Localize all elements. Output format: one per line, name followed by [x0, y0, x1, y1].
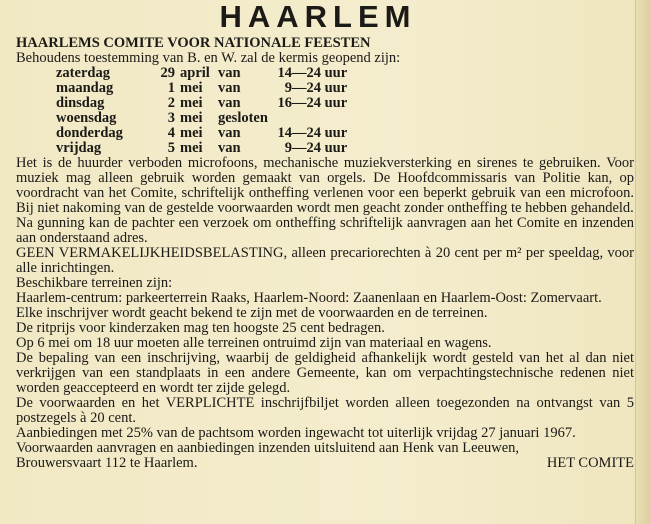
signature: HET COMITE [546, 455, 634, 471]
schedule-month: mei [180, 140, 203, 156]
schedule-to: —24 uur [291, 125, 348, 141]
schedule-day: zaterdag [56, 65, 110, 81]
schedule-to: —24 uur [291, 95, 348, 111]
schedule-month: mei [180, 110, 203, 126]
schedule-day: dinsdag [56, 95, 105, 111]
paragraph-bidder: Elke inschrijver wordt geacht bekend te zijn met de voorwaarden en de terreinen. [16, 305, 488, 321]
schedule-van: van [218, 80, 241, 96]
schedule-date: 1 [167, 80, 175, 96]
schedule-from: 16 [277, 95, 292, 111]
adjacent-column-edge [635, 0, 650, 524]
schedule-van: van [218, 95, 241, 111]
schedule-to [292, 111, 347, 126]
schedule-from: 14 [277, 65, 292, 81]
paragraph-bids: Aanbiedingen met 25% van de pachtsom worden ingewacht tot uiterlijk vrijdag 27 januari 1967. [16, 425, 576, 441]
paragraph-microphones: Het is de huurder verboden microfoons, mechanische muziekversterking en sirenes te gebruiken. Voor muziek mag alleen gebruik worden gemaakt van orgels. De Hoofdcommissaris van Politie kan, op voordracht van het Comite, schriftelijk ontheffing verlenen voor een beperkt gebruik van een microfoon. Bij niet nakoming van de gestelde voorwaarden wordt men geacht zonder ontheffing te hebben gehandeld. [16, 155, 634, 216]
paragraph-terrains: Haarlem-centrum: parkeerterrein Raaks, Haarlem-Noord: Zaanenlaan en Haarlem-Oost: Zomervaart. [16, 290, 602, 306]
schedule-date: 4 [167, 125, 175, 141]
schedule-to: —24 uur [291, 140, 348, 156]
signature-line [16, 456, 634, 471]
schedule-date: 5 [167, 140, 175, 156]
schedule-row [56, 96, 347, 111]
intro-text: Behoudens toestemming van B. en W. zal de kermis geopend zijn: [16, 50, 401, 66]
paragraph-ride-price: De ritprijs voor kinderzaken mag ten hoogste 25 cent bedragen. [16, 320, 385, 336]
schedule-day: maandag [56, 80, 114, 96]
paragraph-address: Voorwaarden aanvragen en aanbiedingen inzenden uitsluitend aan Henk van Leeuwen, [16, 440, 520, 456]
paragraph-clearance: Op 6 mei om 18 uur moeten alle terreinen ontruimd zijn van materiaal en wagens. [16, 335, 492, 351]
schedule-row [56, 81, 347, 96]
committee-heading: HAARLEMS COMITE VOOR NATIONALE FEESTEN [16, 35, 371, 51]
schedule-day: vrijdag [56, 140, 102, 156]
schedule-van: van [218, 65, 241, 81]
page-title: HAARLEM [219, 0, 417, 34]
schedule-day: donderdag [56, 125, 123, 141]
paragraph-tax: GEEN VERMAKELIJKHEIDSBELASTING, alleen precariorechten à 20 cent per m² per speeldag, voor alle inrichtingen. [16, 245, 634, 276]
schedule-from: 14 [277, 125, 292, 141]
paragraph-exemption: Na gunning kan de pachter een verzoek om ontheffing schriftelijk aanvragen aan het Comite en inzenden aan onderstaand adres. [16, 215, 634, 246]
schedule-month: april [180, 65, 210, 81]
schedule-row [56, 126, 347, 141]
schedule-to: —24 uur [291, 80, 348, 96]
schedule-row [56, 141, 347, 156]
schedule-month: mei [180, 95, 203, 111]
schedule-date: 29 [160, 65, 175, 81]
paragraph-forms: De voorwaarden en het VERPLICHTE inschrijfbiljet worden alleen toegezonden na ontvangst van 5 postzegels à 20 cent. [16, 395, 634, 426]
schedule-van: gesloten [218, 110, 268, 126]
paragraph-conditions: De bepaling van een inschrijving, waarbij de geldigheid afhankelijk wordt gesteld van het al dan niet verkrijgen van een standplaats in een andere Gemeente, kan om verpachtingstechnische redenen niet worden geaccepteerd en wordt ter zijde gelegd. [16, 350, 634, 396]
opening-schedule [56, 66, 347, 156]
schedule-from: 9 [284, 140, 292, 156]
address-street: Brouwersvaart 112 te Haarlem. [16, 455, 198, 471]
schedule-row [56, 111, 347, 126]
schedule-van: van [218, 140, 241, 156]
schedule-from [268, 111, 292, 126]
schedule-date: 3 [167, 110, 175, 126]
schedule-month: mei [180, 125, 203, 141]
schedule-month: mei [180, 80, 203, 96]
schedule-to: —24 uur [291, 65, 348, 81]
schedule-date: 2 [167, 95, 175, 111]
schedule-row [56, 66, 347, 81]
paragraph-terrains-label: Beschikbare terreinen zijn: [16, 275, 173, 291]
advertisement-body [16, 36, 634, 471]
schedule-day: woensdag [56, 110, 117, 126]
schedule-van: van [218, 125, 241, 141]
schedule-from: 9 [284, 80, 292, 96]
